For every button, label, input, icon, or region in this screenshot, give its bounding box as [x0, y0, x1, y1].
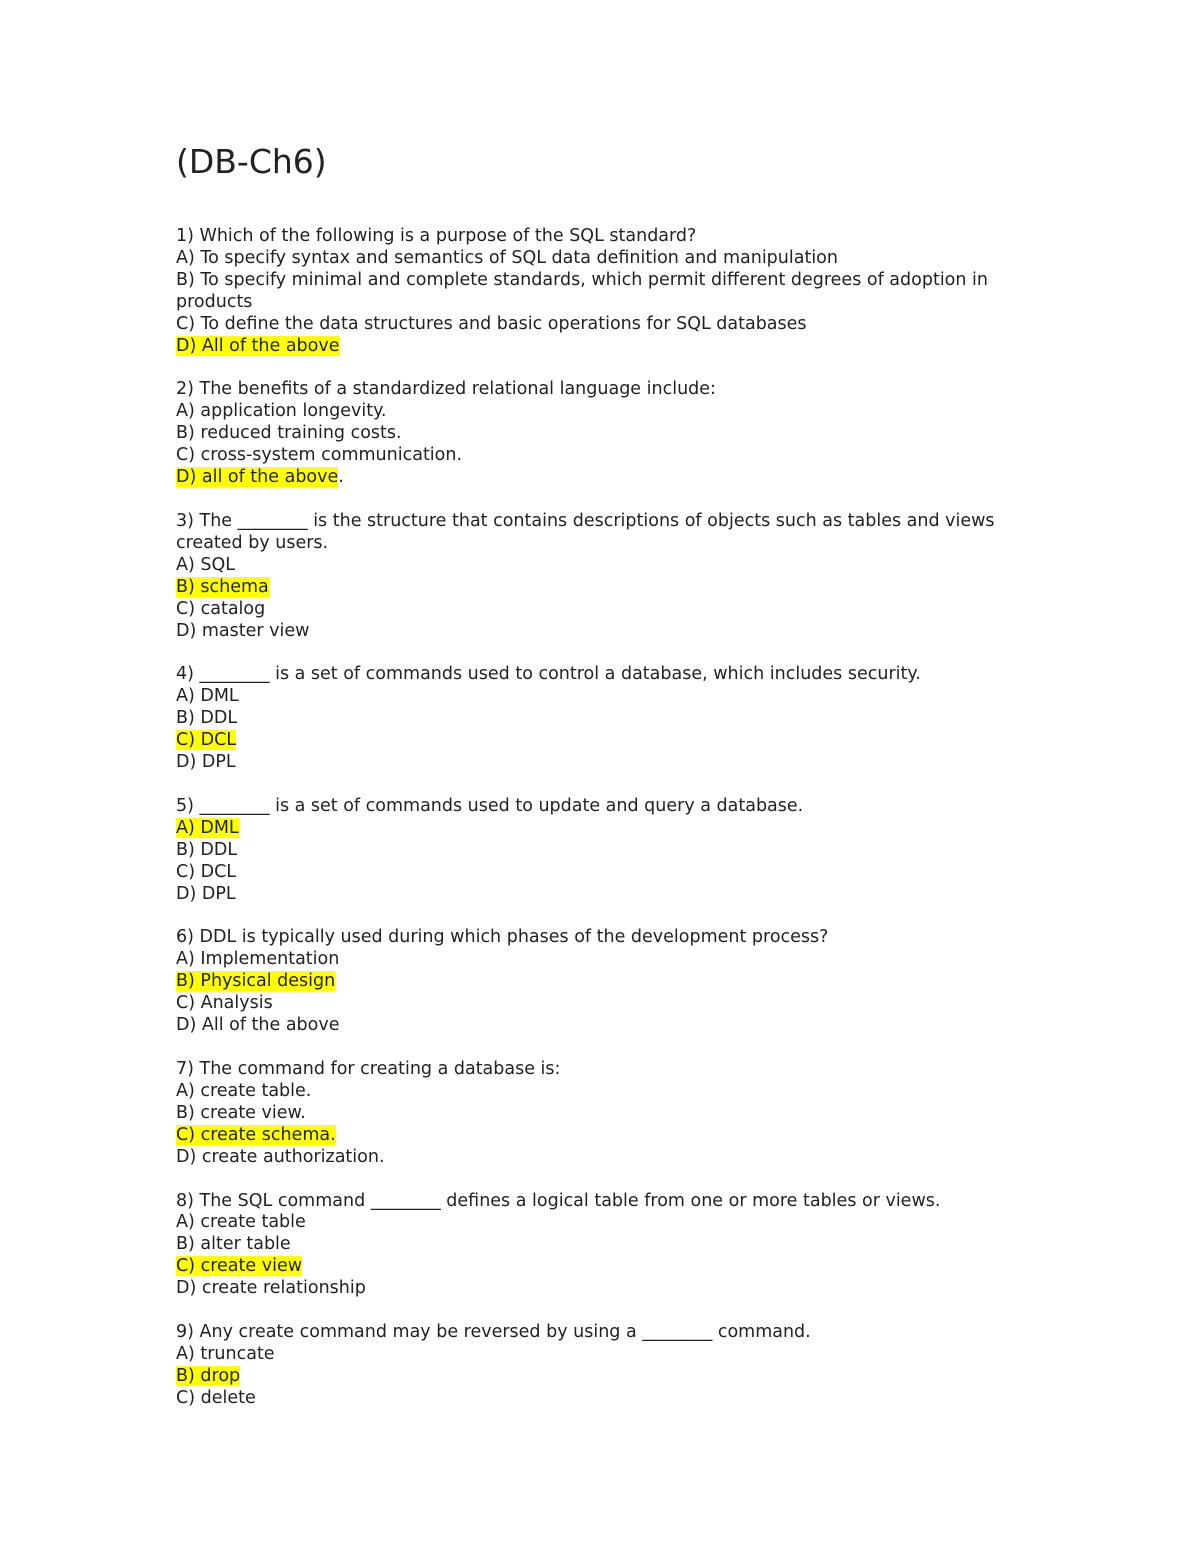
answer-option-label-highlighted: C) create view [176, 1256, 303, 1277]
answer-option-label-highlighted: D) all of the above [176, 467, 339, 488]
answer-option-label: B) alter table [176, 1234, 291, 1255]
answer-option [176, 708, 1046, 730]
answer-option [176, 423, 1046, 445]
answer-option [176, 1256, 1046, 1278]
answer-option-label-highlighted: B) Physical design [176, 971, 336, 992]
answer-option [176, 270, 1046, 314]
answer-option [176, 1103, 1046, 1125]
document-title: (DB-Ch6) [176, 142, 327, 181]
answer-option-label: A) DML [176, 686, 239, 707]
answer-option-suffix: . [338, 467, 344, 488]
answer-option [176, 555, 1046, 577]
answer-option [176, 752, 1046, 774]
answer-option [176, 1015, 1046, 1037]
answer-option [176, 599, 1046, 621]
question-text: 2) The benefits of a standardized relational language include: [176, 379, 716, 400]
answer-option-label: C) Analysis [176, 993, 273, 1014]
answer-option-label: C) delete [176, 1387, 256, 1408]
answer-option [176, 1125, 1046, 1147]
answer-option [176, 314, 1046, 336]
answer-option [176, 1212, 1046, 1234]
answer-option [176, 1278, 1046, 1300]
question-block [176, 796, 1046, 906]
question-block [176, 511, 1046, 642]
answer-option-label: A) SQL [176, 554, 235, 575]
answer-option [176, 621, 1046, 643]
answer-option-label: B) create view. [176, 1102, 306, 1123]
answer-option-label: C) To define the data structures and basic operations for SQL databases [176, 313, 807, 334]
answer-option-label: D) create relationship [176, 1278, 366, 1299]
question-text: 6) DDL is typically used during which phases of the development process? [176, 927, 829, 948]
question-block [176, 1322, 1046, 1410]
answer-option [176, 467, 1046, 489]
answer-option-label-highlighted: D) All of the above [176, 335, 340, 356]
answer-option [176, 1147, 1046, 1169]
answer-option [176, 1344, 1046, 1366]
document-page [176, 138, 1046, 1432]
answer-option [176, 336, 1046, 358]
question-block [176, 927, 1046, 1037]
answer-option-label: A) Implementation [176, 949, 340, 970]
answer-option-label: D) create authorization. [176, 1146, 385, 1167]
answer-option-label: C) catalog [176, 598, 266, 619]
answer-option [176, 993, 1046, 1015]
answer-option [176, 686, 1046, 708]
question-block [176, 379, 1046, 489]
answer-option [176, 1388, 1046, 1410]
answer-option [176, 445, 1046, 467]
question-text: 7) The command for creating a database is: [176, 1059, 561, 1079]
answer-option [176, 401, 1046, 423]
answer-option-label: B) reduced training costs. [176, 423, 402, 444]
question-block [176, 226, 1046, 357]
question-block [176, 664, 1046, 774]
answer-option [176, 862, 1046, 884]
question-text: 5) ________ is a set of commands used to update and query a database. [176, 795, 804, 816]
answer-option [176, 1234, 1046, 1256]
answer-option-label: B) DDL [176, 708, 238, 729]
question-text: 1) Which of the following is a purpose of the SQL standard? [176, 226, 697, 246]
answer-option [176, 949, 1046, 971]
question-text: 4) ________ is a set of commands used to control a database, which includes security. [176, 664, 921, 685]
answer-option-label-highlighted: B) schema [176, 576, 269, 597]
answer-option-label: A) create table [176, 1212, 306, 1233]
answer-option-label: D) DPL [176, 883, 236, 904]
question-block [176, 1191, 1046, 1301]
answer-option-label-highlighted: C) DCL [176, 730, 237, 751]
answer-option-label: C) cross-system communication. [176, 445, 463, 466]
answer-option-label: A) create table. [176, 1080, 312, 1101]
answer-option-label-highlighted: B) drop [176, 1365, 241, 1386]
answer-option-label: D) DPL [176, 752, 236, 773]
answer-option-label: A) To specify syntax and semantics of SQL data definition and manipulation [176, 247, 838, 268]
answer-option-label-highlighted: C) create schema. [176, 1124, 336, 1145]
answer-option-label: A) truncate [176, 1343, 275, 1364]
question-text: 3) The ________ is the structure that contains descriptions of objects such as tables and views created by users. [176, 510, 995, 553]
question-list [176, 226, 1046, 1410]
answer-option [176, 1366, 1046, 1388]
answer-option [176, 840, 1046, 862]
answer-option [176, 1081, 1046, 1103]
answer-option-label: A) application longevity. [176, 401, 387, 422]
answer-option-label: B) DDL [176, 839, 238, 860]
question-block [176, 1059, 1046, 1169]
answer-option [176, 884, 1046, 906]
answer-option-label: B) To specify minimal and complete standards, which permit different degrees of adoption in products [176, 269, 988, 312]
answer-option [176, 730, 1046, 752]
question-text: 9) Any create command may be reversed by using a ________ command. [176, 1322, 811, 1343]
answer-option [176, 577, 1046, 599]
answer-option [176, 971, 1046, 993]
answer-option-label: D) master view [176, 620, 310, 641]
answer-option-label: C) DCL [176, 861, 237, 882]
question-text: 8) The SQL command ________ defines a logical table from one or more tables or views. [176, 1190, 941, 1211]
answer-option [176, 818, 1046, 840]
answer-option-label-highlighted: A) DML [176, 817, 239, 838]
answer-option [176, 248, 1046, 270]
answer-option-label: D) All of the above [176, 1015, 340, 1036]
